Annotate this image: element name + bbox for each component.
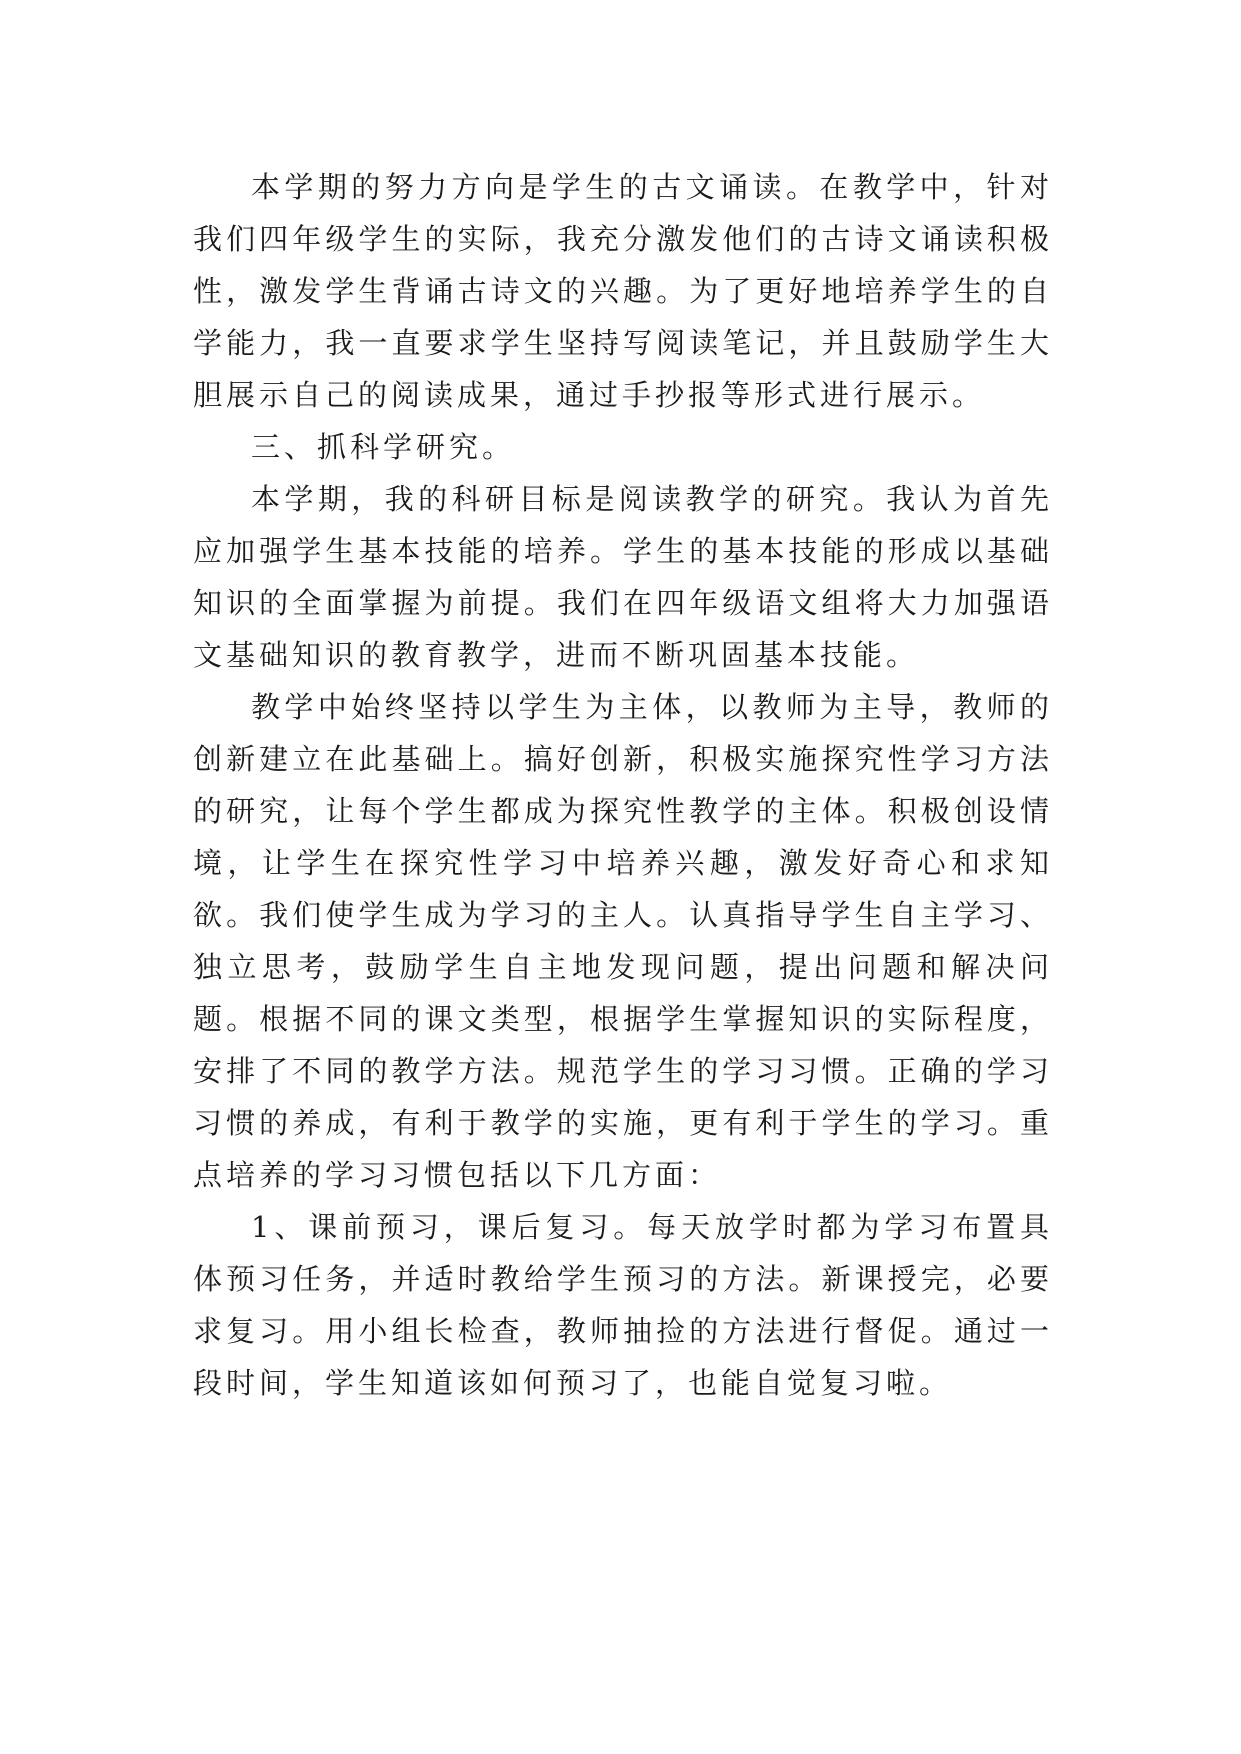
section-heading-science-research: 三、抓科学研究。 [251,430,516,464]
paragraph-ancient-text-reading: 本学期的努力方向是学生的古文诵读。在教学中，针对我们四年级学生的实际，我充分激发他们的古诗文诵读积极性，激发学生背诵古诗文的兴趣。为了更好地培养学生的自学能力，我一直要求学生坚持写阅读笔记，并且鼓励学生大胆展示自己的阅读成果，通过手抄报等形式进行展示。 [193,170,1053,412]
document-body [193,161,1053,1409]
paragraph-student-centered-teaching: 教学中始终坚持以学生为主体，以教师为主导，教师的创新建立在此基础上。搞好创新，积极实施探究性学习方法的研究，让每个学生都成为探究性教学的主体。积极创设情境，让学生在探究性学习中培养兴趣，激发好奇心和求知欲。我们使学生成为学习的主人。认真指导学生自主学习、独立思考，鼓励学生自主地发现问题，提出问题和解决问题。根据不同的课文类型，根据学生掌握知识的实际程度，安排了不同的教学方法。规范学生的学习习惯。正确的学习习惯的养成，有利于教学的实施，更有利于学生的学习。重点培养的学习习惯包括以下几方面： [193,690,1053,1192]
paragraph-preview-review: 1、课前预习，课后复习。每天放学时都为学习布置具体预习任务，并适时教给学生预习的方法。新课授完，必要求复习。用小组长检查，教师抽捡的方法进行督促。通过一段时间，学生知道该如何预习了，也能自觉复习啦。 [193,1210,1053,1400]
paragraph-research-goal: 本学期，我的科研目标是阅读教学的研究。我认为首先应加强学生基本技能的培养。学生的基本技能的形成以基础知识的全面掌握为前提。我们在四年级语文组将大力加强语文基础知识的教育教学，进而不断巩固基本技能。 [193,482,1053,672]
